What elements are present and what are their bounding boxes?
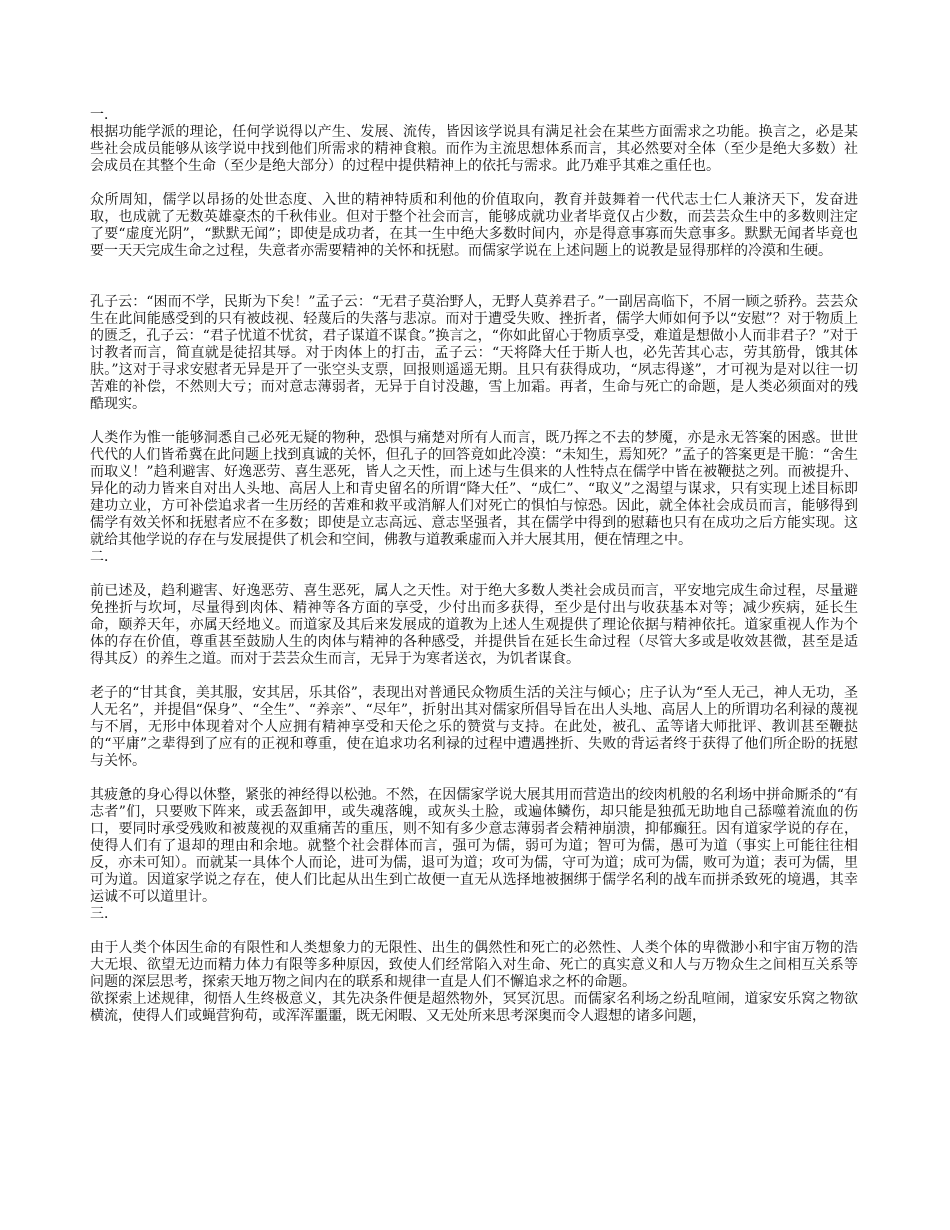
paragraph: 人类作为惟一能够洞悉自己必死无疑的物种，恐惧与痛楚对所有人而言，既乃挥之不去的梦魇，亦是永无答案的困惑。世世代代的人们皆希冀在此问题上找到真诚的关怀，但孔子的回答竟如此冷漠：“未知生，焉知死？”孟子的答案更是干脆：“舍生而取义！”趋利避害、好逸恶劳、喜生恶死，皆人之天性，而上述与生俱来的人性特点在儒学中皆在被鞭挞之列。而被提升、异化的动力皆来自对出人头地、高居人上和青史留名的所谓“降大任”、“成仁”、“取义”之渴望与谋求，只有实现上述目标即建功立业，方可补偿追求者一生历经的苦难和救平或消解人们对死亡的惧怕与惊恐。因此，就全体社会成员而言，能够得到儒学有效关怀和抚慰者应不在多数；即使是立志高远、意志坚强者，其在儒学中得到的慰藉也只有在成功之后方能实现。这就给其他学说的存在与发展提供了机会和空间，佛教与道教乘虚而入并大展其用，便在情理之中。 <box>90 430 858 548</box>
paragraph: 老子的“甘其食，美其服，安其居，乐其俗”，表现出对普通民众物质生活的关注与倾心；庄子认为“至人无己，神人无功，圣人无名”，并提倡“保身”、“全生”、“养亲”、“尽年”，折射出其对儒家所倡导旨在出人头地、高居人上的所谓功名利禄的蔑视与不屑，无形中体现着对个人应拥有精神享受和天伦之乐的赞赏与支持。在此处，被孔、孟等诸大师批评、教训甚至鞭挞的“平庸”之辈得到了应有的正视和尊重，使在追求功名利禄的过程中遭遇挫折、失败的背运者终于获得了他们所企盼的抚慰与关怀。 <box>90 685 858 769</box>
section-heading-1: 一． <box>90 107 118 123</box>
paragraph: 孔子云：“困而不学，民斯为下矣！”孟子云：“无君子莫治野人，无野人莫养君子。”一副居高临下，不屑一顾之骄矜。芸芸众生在此间能感受到的只有被歧视、轻蔑后的失落与悲凉。而对于遭受失败、挫折者，儒学大师如何予以“安慰”？对于物质上的匮乏，孔子云：“君子忧道不忧贫，君子谋道不谋食。”换言之，“你如此留心于物质享受，难道是想做小人而非君子？”对于讨教者而言，简直就是徒招其辱。对于肉体上的打击，孟子云：“天将降大任于斯人也，必先苦其心志，劳其筋骨，饿其体肤。”这对于寻求安慰者无异是开了一张空头支票，回报则遥遥无期。且只有获得成功，“夙志得遂”，才可视为是对以往一切苦难的补偿，不然则大亏；而对意志薄弱者，无异于自讨没趣，雪上加霜。再者，生命与死亡的命题，是人类必须面对的残酷现实。 <box>90 294 858 412</box>
paragraph: 欲探索上述规律，彻悟人生终极意义，其先决条件便是超然物外，冥冥沉思。而儒家名利场之纷乱喧闹，道家安乐窝之物欲横流，使得人们或蝇营狗苟，或浑浑噩噩，既无闲暇、又无处所来思考深奥而令人遐想的诸多问题， <box>90 991 858 1024</box>
paragraph: 根据功能学派的理论，任何学说得以产生、发展、流传，皆因该学说具有满足社会在某些方面需求之功能。换言之，必是某些社会成员能够从该学说中找到他们所需求的精神食粮。而作为主流思想体系而言，其必然要对全体（至少是绝大多数）社会成员在其整个生命（至少是绝大部分）的过程中提供精神上的依托与需求。此乃难乎其难之重任也。 <box>90 124 858 174</box>
paragraph: 前已述及，趋利避害、好逸恶劳、喜生恶死，属人之天性。对于绝大多数人类社会成员而言，平安地完成生命过程，尽量避免挫折与坎坷，尽量得到肉体、精神等各方面的享受，少付出而多获得，至少是付出与收获基本对等；减少疾病，延长生命，颐养天年，亦属天经地义。而道家及其后来发展成的道教为上述人生观提供了理论依据与精神依托。道家重视人作为个体的存在价值，尊重甚至鼓励人生的肉体与精神的各种感受，并提供旨在延长生命过程（尽管大多或是收效甚微，甚至是适得其反）的养生之道。而对于芸芸众生而言，无异于为寒者送衣，为饥者谋食。 <box>90 583 858 667</box>
paragraph: 众所周知，儒学以昂扬的处世态度、入世的精神特质和利他的价值取向，教育并鼓舞着一代代志士仁人兼济天下，发奋进取，也成就了无数英雄豪杰的千秋伟业。但对于整个社会而言，能够成就功业者毕竟仅占少数，而芸芸众生中的多数则注定了要“虚度光阴”，“默默无闻”；即使是成功者，在其一生中绝大多数时间内，亦是得意事寡而失意事多。默默无闻者毕竟也要一天天完成生命之过程，失意者亦需要精神的关怀和抚慰。而儒家学说在上述问题上的说教是显得那样的冷漠和生硬。 <box>90 192 858 259</box>
section-heading-2: 二． <box>90 549 118 565</box>
section-heading-3: 三． <box>90 906 118 922</box>
paragraph: 由于人类个体因生命的有限性和人类想象力的无限性、出生的偶然性和死亡的必然性、人类个体的卑微渺小和宇宙万物的浩大无垠、欲望无边而精力体力有限等多种原因，致使人们经常陷入对生命、死亡的真实意义和人与万物众生之间相互关系等问题的深层思考，探索天地万物之间内在的联系和规律一直是人们不懈追求之杯的命题。 <box>90 940 858 990</box>
document-body <box>90 107 858 1025</box>
paragraph: 其疲惫的身心得以休整，紧张的神经得以松弛。不然，在因儒家学说大展其用而营造出的绞肉机般的名利场中拼命厮杀的“有志者”们，只要败下阵来，或丢盔卸甲，或失魂落魄，或灰头土脸，或遍体鳞伤，却只能是独孤无助地自己舔噬着流血的伤口，要同时承受残败和被蔑视的双重痛苦的重压，则不知有多少意志薄弱者会精神崩溃，抑郁癫狂。因有道家学说的存在，使得人们有了退却的理由和余地。就整个社会群体而言，强可为儒，弱可为道；智可为儒，愚可为道（事实上可能往往相反，亦未可知）。而就某一具体个人而论，进可为儒，退可为道；攻可为儒，守可为道；成可为儒，败可为道；表可为儒，里可为道。因道家学说之存在，使人们比起从出生到亡故便一直无从选择地被捆绑于儒学名利的战车而拼杀致死的境遇，其幸运诚不可以道里计。 <box>90 787 858 905</box>
